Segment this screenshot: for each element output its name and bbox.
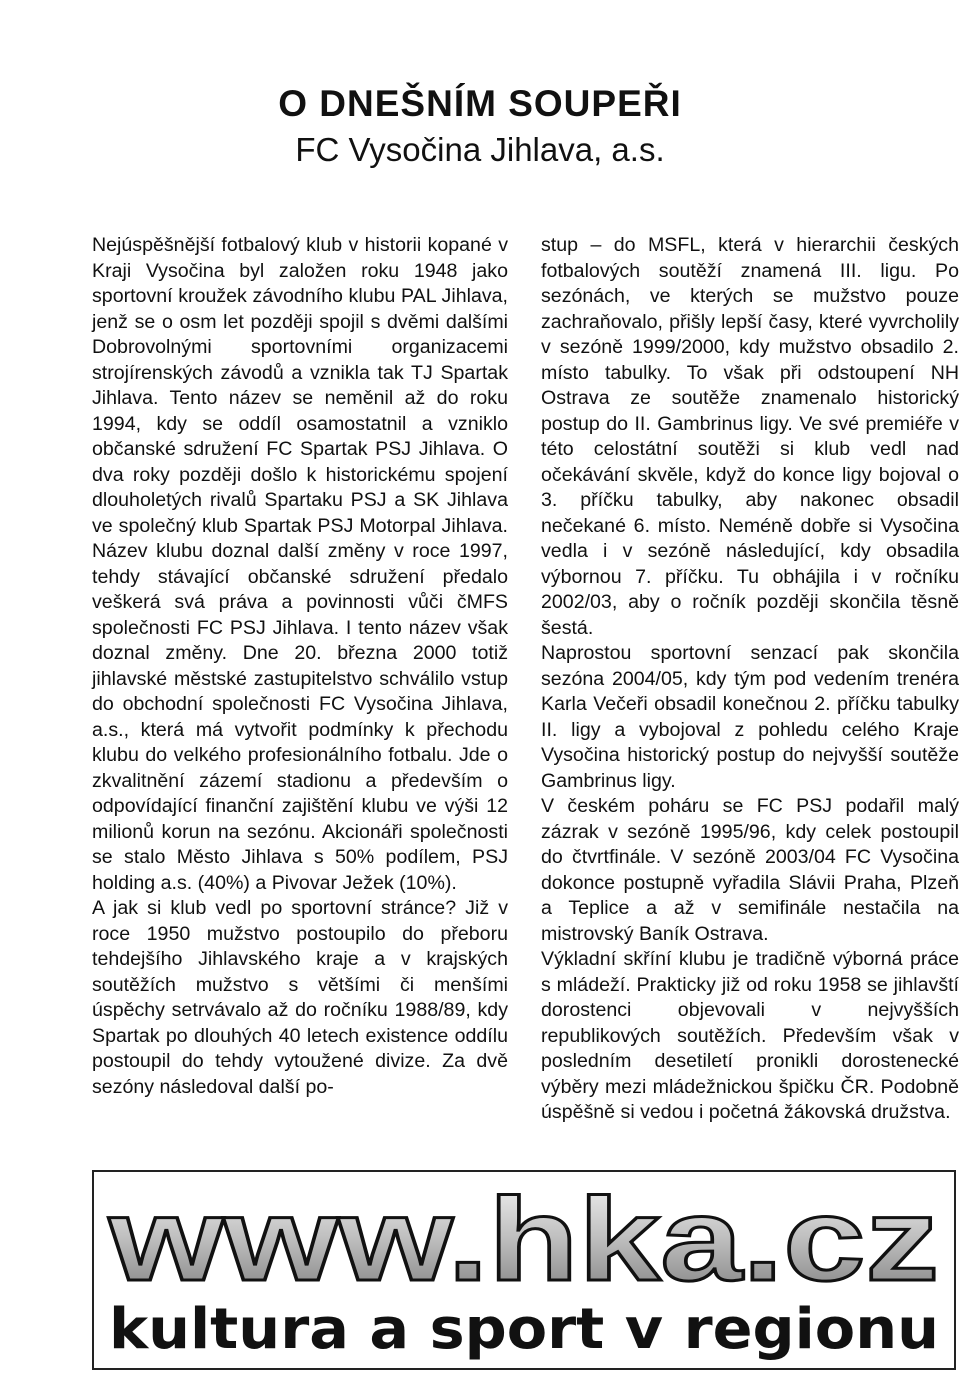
article-paragraph: Nejúspěšnější fotbalový klub v historii kopané v Kraji Vysočina byl založen roku 1948 jako sportovní kroužek závodního klubu PAL Jihlava, jenž se o osm let později spojil s dvěmi dalšími Dobrovolnými sportovními organizacemi strojírenských závodů a vznikla tak TJ Spartak Jihlava. Tento název se neměnil až do roku 1994, kdy se oddíl osamostatnil a vzniklo občanské sdružení FC Spartak PSJ Jihlava. O dva roky později došlo k historickému spojení dlouholetých rivalů Spartaku PSJ a SK Jihlava ve společný klub Spartak PSJ Motorpal Jihlava. Název klubu doznal další změny v roce 1997, tehdy stávající občanské sdružení předalo veškerá svá práva a povinnosti vůči čMFS společnosti FC PSJ Jihlava. I tento název však doznal změny. Dne 20. března 2000 totiž jihlavské městské zastupitelstvo schválilo vstup do obchodní společnosti FC Vysočina Jihlava, a.s., která má vytvořit podmínky k přechodu klubu do velkého profesionálního fotbalu. Jde o zkvalitnění zázemí stadionu a především o odpovídající finanční zajištění klubu ve výši 12 milionů korun na sezónu. Akcionáři společnosti se stalo Město Jihlava s 50% podílem, PSJ holding a.s. (40%) a Pivovar Ježek (10%). xyxy=(92,234,508,894)
article-paragraph: Naprostou sportovní senzací pak skončila sezóna 2004/05, kdy tým pod vedením trenéra Karla Večeři obsadil konečnou 2. příčku tabulky II. ligy a vybojoval z pohledu celého Kraje Vysočina historický postup do nejvyšší soutěže Gambrinus ligy. xyxy=(541,642,959,792)
advert-url[interactable]: www.hka.cz xyxy=(107,1174,940,1306)
article-paragraph: Výkladní skříní klubu je tradičně výborná práce s mládeží. Prakticky již od roku 1958 se jihlavští dorostenci objevovali v nejvyšších republikových soutěžích. Především však v posledním desetiletí pronikli dorostenecké výběry mezi mládežnickou špičku ČR. Podobně úspěšně si vedou i početná žákovská družstva. xyxy=(541,948,959,1123)
advert-slogan: kultura a sport v regionu xyxy=(109,1297,940,1362)
page-title: O DNEŠNÍM SOUPEŘI xyxy=(278,83,682,124)
article-paragraph: A jak si klub vedl po sportovní stránce? Již v roce 1950 mužstvo postoupilo do přeboru tehdejšího Jihlavského kraje a v krajských soutěžích mužstvo s většími či menšími úspěchy setrvávalo až do ročníku 1988/89, kdy Spartak po dlouhých 40 letech existence oddílu postoupil do tehdy vytoužené divize. Za dvě sezóny následoval další po- xyxy=(92,897,508,1098)
article-paragraph: stup – do MSFL, která v hierarchii českých fotbalových soutěží znamená III. ligu. Po sezónách, ve kterých se mužstvo pouze zachraňovalo, přišly lepší časy, které vyvrcholily v sezóně 1999/2000, kdy mužstvo obsadilo 2. místo tabulky. To však při odstoupení NH Ostrava ze soutěže znamenalo historický postup do II. Gambrinus ligy. Ve své premiéře v této celostátní soutěži si klub vedl nad očekávání skvěle, když do konce ligy bojoval o 3. příčku tabulky, aby nakonec obsadil nečekané 6. místo. Neméně dobře si Vysočina vedla i v sezóně následující, kdy obsadila výbornou 7. příčku. Tu obhájila i v ročníku 2002/03, aby o ročník později skončila těsně šestá. xyxy=(541,234,959,639)
article-column-left xyxy=(92,233,508,1100)
page-subtitle: FC Vysočina Jihlava, a.s. xyxy=(295,131,665,168)
article-column-right xyxy=(541,233,959,1126)
article-paragraph: V českém poháru se FC PSJ podařil malý zázrak v sezóně 1995/96, kdy celek postoupil do čtvrtfinále. V sezóně 2003/04 FC Vysočina dokonce postupně vyřadila Slávii Praha, Plzeň a Teplice a až v semifinále nestačila na mistrovský Baník Ostrava. xyxy=(541,795,959,945)
advert-banner[interactable] xyxy=(92,1170,956,1370)
advert-graphic xyxy=(94,1172,954,1368)
